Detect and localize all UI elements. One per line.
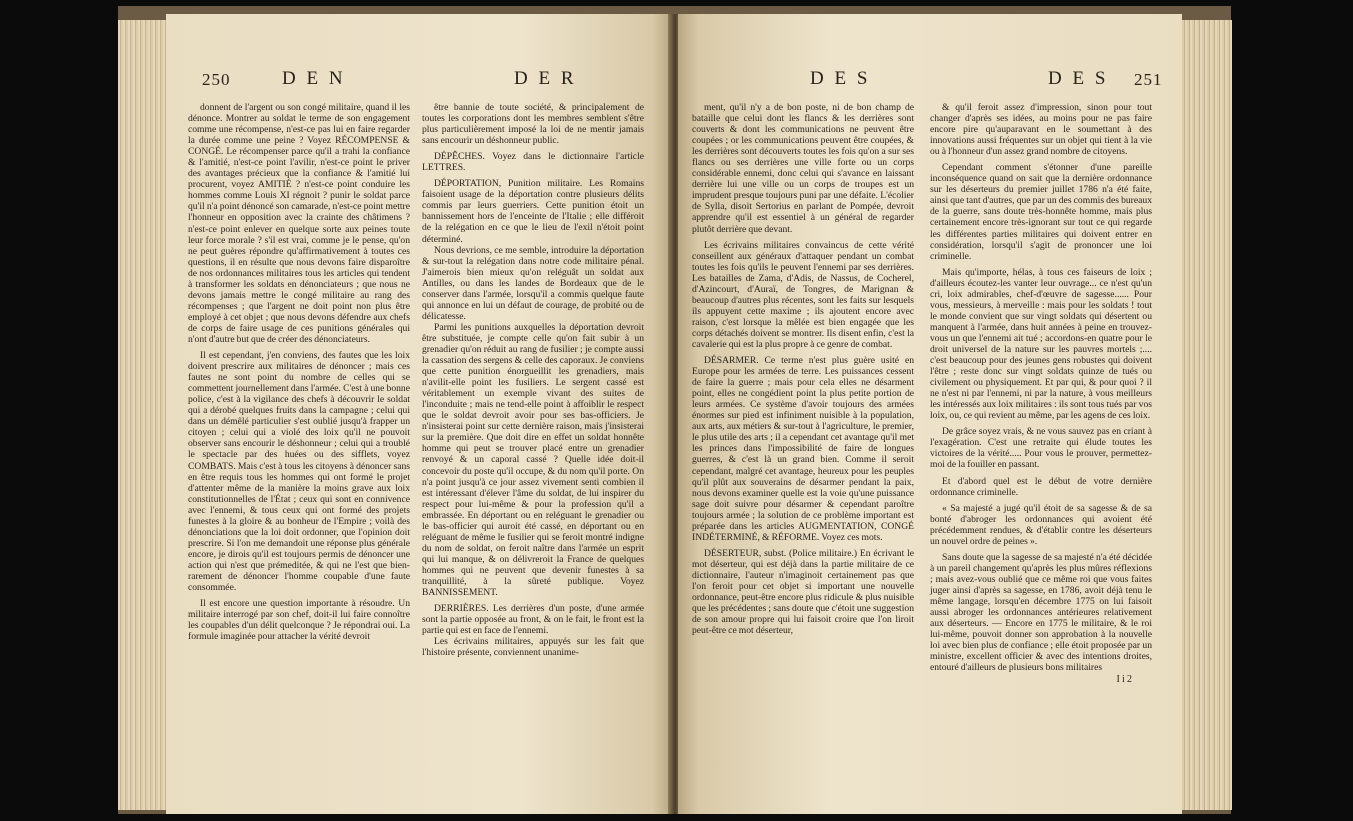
entry-deportation: DÉPORTATION, Punition militaire. Les Romains faisoient usage de la déportation contre plusieurs délits commis par leurs guerriers. Cette punition étoit un bannissement hors de l'enceinte de l'Italie ; elle différoit de la relégation en ce que le lieu de l'exil n'étoit point déterminé. xyxy=(422,178,644,245)
quotation: « Sa majesté a jugé qu'il étoit de sa sagesse & de sa bonté d'abroger les ordonnances qui avoient été précédemment rendues, & d'établir contre les déserteurs un nouvel ordre de peines ». xyxy=(930,502,1152,547)
running-head: D E R xyxy=(514,68,577,89)
text-column-left xyxy=(188,102,410,642)
paragraph: & qu'il feroit assez d'impression, sinon pour tout changer d'après ses idées, au moins pour ne pas faire encore pire qu'auparavant en le soumettant à des innovations aussi fréquentes sur un objet qui tient à la vie ou à l'honneur d'un assez grand nombre de citoyens. xyxy=(930,102,1152,158)
running-head: D E S xyxy=(810,68,871,89)
right-page xyxy=(678,14,1182,814)
paragraph: Nous devrions, ce me semble, introduire la déportation & sur-tout la relégation dans notre code militaire pénal. J'aimerois bien mieux qu'on reléguât un soldat aux Antilles, ou dans les landes de Bordeaux que de le conserver dans l'armée, lorsqu'il a commis quelque faute qui annonce en lui un défaut de courage, de probité ou de délicatesse. xyxy=(422,244,644,322)
signature-mark: I i 2 xyxy=(1116,674,1132,686)
paragraph: Il est cependant, j'en conviens, des fautes que les loix doivent prescrire aux militaires de dénoncer ; mais ces fautes ne sont point du nombre de celles qui se commettent journellement dans l'armée. C'est à une bonne police, c'est à la vigilance des chefs à découvrir le soldat qui a dérobé quelques fruits dans la campagne ; celui qui dans un démêlé particulier s'est oublié jusqu'à frapper un citoyen ; celui qui a violé des loix qu'il ne pouvoit observer sans encourir le déshonneur ; celui qui a troublé le spectacle par des huées ou des sifflets, voyez COMBATS. Mais c'est à tous les citoyens à dénoncer sans en être requis tous les hommes qui ont formé le projet d'attenter même de la manière la moins grave aux loix constitutionnelles de l'État ; ceux qui sont en connivence avec l'ennemi, & tous ceux qui ont formé des projets funestes à la gloire & au bonheur de l'Empire ; voilà des dénonciations que la loi doit ordonner, que l'opinion doit prescrire. Si l'on me demandoit une réponse plus générale encore, je dirois qu'il est toujours permis de dénoncer une action qui n'est que prémeditée, & qui ne l'est que bien-rarement de dénoncer l'homme coupable d'une faute consommée. xyxy=(188,350,410,594)
left-page xyxy=(166,14,672,814)
text-column-left xyxy=(692,102,914,636)
entry-desarmer: DÉSARMER. Ce terme n'est plus guère usité en Europe pour les armées de terre. Les puissances cessent de faire la guerre ; mais pour cela elles ne désarment point, elles ne congédient point la plus petite portion de leurs armées. Ce système d'avoir toujours des armées énormes sur pied est infiniment nuisible à la population, aux arts, aux métiers & sur-tout à l'agriculture, le premier, le plus utile des arts ; il a cependant cet avantage qu'il met les princes dans l'impossibilité de faire de longues guerres, & c'est là un grand bien. Comme il seroit cependant, malgré cet avantage, heureux pour les peuples qu'il plût aux souverains de désarmer pendant la paix, nous devons examiner quelle est la voie qu'une puissance sage doit suivre pour désarmer & cependant paroître toujours armée ; la solution de ce problème important est préparée dans les articles AUGMENTATION, CONGÉ INDÉTERMINÉ, & RÉFORME. Voyez ces mots. xyxy=(692,355,914,543)
paragraph: Cependant comment s'étonner d'une pareille inconséquence quand on sait que la dernière ordonnance sur les déserteurs du premier juillet 1786 n'a été faite, ainsi que tant d'autres, que par un des commis des bureaux de la guerre, sans doute très-honnête homme, mais plus certainement encore très-ignorant sur tout ce qui regarde les différentes parties militaires qui doivent entrer en considération, lorsqu'il s'agit de prononcer une loi criminelle. xyxy=(930,162,1152,262)
text-column-right xyxy=(422,102,644,658)
entry-derrieres: DERRIÈRES. Les derrières d'un poste, d'une armée sont la partie opposée au front, & on le fait, le front est la partie qui est en face de l'ennemi. xyxy=(422,603,644,637)
paragraph: Il est encore une question importante à résoudre. Un militaire interrogé par son chef, doit-il lui faire connoître les coupables d'un délit quelconque ? Je répondrai oui. La formule imaginée pour attacher la vérité devroit xyxy=(188,598,410,643)
right-page-header xyxy=(678,66,1182,100)
running-head: D E N xyxy=(282,68,346,89)
paragraph: Les écrivains militaires, appuyés sur les fait que l'histoire présente, conviennent unanime- xyxy=(422,636,644,659)
page-edges-right xyxy=(1182,20,1232,810)
running-head: D E S xyxy=(1048,68,1109,89)
paragraph: Parmi les punitions auxquelles la déportation devroit être substituée, je compte celle qu'on fait subir à un grenadier qu'on réduit au rang de fusilier ; je compte aussi la cassation des sergens & celle des caporaux. Je conviens que cette punition énorgueillit les grenadiers, mais n'avilit-elle point les fusiliers. Le sergent cassé est véritablement un exemple vivant des suites de l'inconduite ; mais ne tend-elle point à affoiblir le respect que le soldat devroit avoir pour ses bas-officiers. Je n'insisterai point sur cette dernière raison, mais j'insisterai sur la première. Que doit dire en effet un soldat honnête homme qui peut se trouver placé entre un grenadier renvoyé & un caporal cassé ? Quelle idée doit-il concevoir du poste qu'il occupe, & du nom qu'il porte. On n'a point jusqu'à ce jour assez vivement senti combien il est intéressant d'élever l'âme du soldat, de lui inspirer du respect pour lui-même & pour la profession qu'il a embrassée. En déportant ou en reléguant le grenadier ou le bas-officier qui auroit été cassé, en déportant ou en reléguant de même le fusilier qui se feroit montré indigne du nom de soldat, on feroit naître dans l'armée un esprit qui lui manque, & on délivreroit la France de quelques hommes qui ne peuvent que devenir funestes à sa tranquillité, à la sûreté publique. Voyez BANNISSEMENT. xyxy=(422,321,644,599)
paragraph: Sans doute que la sagesse de sa majesté n'a été décidée à un pareil changement qu'après les plus mûres réflexions ; mais avez-vous oublié que ce même roi que vous faites juger ainsi d'après sa sagesse, en 1786, avoit déjà tenu le même langage, lorsqu'en décembre 1775 on lui faisoit aussi abroger les ordonnances antérieures relativement aux déserteurs. — Encore en 1775 le militaire, & le roi lui-même, pouvoit donner son approbation à la nouvelle loi avec bien plus de confiance ; elle étoit proposée par un ministre, excellent officier & avec des intentions droites, entouré d'ailleurs de plusieurs bons militaires xyxy=(930,551,1152,674)
paragraph: ment, qu'il n'y a de bon poste, ni de bon champ de bataille que celui dont les flancs & les derrières sont couverts & dont les communications ne peuvent être coupées ; or les communications peuvent être coupées, & les derrières sont découverts toutes les fois qu'on a sur ses flancs ou ses derrières une ville forte ou un corps considérable ennemi, donc celui qui s'avance en laissant derrière lui une ville ou un corps de troupes est un imprudent presque toujours puni par une défaite. L'écolier de Sylla, disoit Sertorius en parlant de Pompée, devroit apprendre qu'il est essentiel à un général de regarder plutôt derrière que devant. xyxy=(692,102,914,235)
page-number: 251 xyxy=(1134,70,1163,89)
paragraph: Mais qu'importe, hélas, à tous ces faiseurs de loix ; d'ailleurs écoutez-les vanter leur ouvrage... ce n'est qu'un cri, loix admirables, chef-d'œuvre de sagesse...... Pour vous, messieurs, à merveille : mais pour les soldats ! tout le monde convient que sur vingt soldats qui désertent ou manquent à l'armée, dans huit années à peine en trouvez-vous un que l'ennemi ait tué ; accordons-en quatre pour le droit universel de la nature sur les pauvres mortels ;.... c'est beaucoup pour des jeunes gens robustes qui doivent l'être ; reste donc sur vingt soldats quinze de tués ou civilement ou physiquement. Et par qui, & pour quoi ? il ne n'est ni par l'ennemi, ni par la nature, à vous meilleurs les intéressés aux loix militaires : ils sont tous tués par vos loix, ou, ce qui revient au même, par les agens de ces loix. xyxy=(930,266,1152,422)
entry-depeches: DÉPÊCHES. Voyez dans le dictionnaire l'article LETTRES. xyxy=(422,151,644,174)
paragraph: Les écrivains militaires convaincus de cette vérité conseillent aux généraux d'attaquer pendant un combat toutes les fois qu'ils le peuvent l'ennemi par ses derrières. Les batailles de Zama, d'Adis, de Nassus, de Cocherel, d'Azincourt, d'Auraï, de Tongres, de Marignan & beaucoup d'autres plus récentes, sont les faits sur lesquels ils appuyent cette maxime ; ils ajoutent encore avec raison, c'est lorsque la mêlée est bien engagée que les corps détachés doivent se montrer. Ils disent enfin, c'est la cavalerie qui est la plus propre à ce genre de combat. xyxy=(692,239,914,350)
entry-deserteur: DÉSERTEUR, subst. (Police militaire.) En écrivant le mot déserteur, qui est déjà dans la partie militaire de ce dictionnaire, l'auteur n'imaginoit certainement pas que l'on feroit pour cet objet si important une nouvelle ordonnance, peut-être encore plus ridicule & plus nuisible que les précédentes ; sans doute que c'étoit une suggestion de son amour propre qui lui faisoit croire que l'on liroit peut-être ce mot déserteur, xyxy=(692,547,914,637)
text-column-right xyxy=(930,102,1152,685)
page-edges-left xyxy=(118,20,166,810)
paragraph: Et d'abord quel est le début de votre dernière ordonnance criminelle. xyxy=(930,475,1152,498)
paragraph: donnent de l'argent ou son congé militaire, quand il les dénonce. Montrer au soldat le terme de son engagement comme une récompense, n'est-ce pas lui en faire regarder la durée comme une peine ? Voyez RÉCOMPENSE & CONGÉ. Le récompenser parce qu'il a trahi la confiance & l'amitié, n'est-ce point l'avilir, n'est-ce point le priver des avantages précieux que la confiance & l'amitié lui procurent, voyez AMITIÉ ? n'est-ce point conduire les hommes comme Louis XI régnoit ? punir le soldat parce qu'il n'a point dénoncé son camarade, n'est-ce point mettre l'honneur en opposition avec la crainte des châtimens ? n'est-ce point enlever en quelque sorte aux peines toute leur force morale ? s'il est vrai, comme je le pense, qu'on ne peut guères répondre qu'affirmativement à toutes ces questions, il en résulte que nous devons faire disparoître de nos ordonnances militaires tous les articles qui tendent à transformer les soldats en dénonciateurs ; que nous ne devons jamais mettre le congé militaire au rang des récompenses ; que l'argent ne doit point non plus être employé à cet objet ; que nous devons défendre aux chefs de corps de faire usage de ces punitions générales qui n'ont d'autre but que de créer des dénonciateurs. xyxy=(188,102,410,345)
paragraph: être bannie de toute société, & principalement de toutes les corporations dont les membres semblent s'être plus particulièrement imposé la loi de ne mentir jamais sans encourir un déshonneur public. xyxy=(422,102,644,147)
page-number: 250 xyxy=(202,70,231,89)
paragraph: De grâce soyez vrais, & ne vous sauvez pas en criant à l'exagération. C'est une retraite qui élude toutes les victoires de la vérité..... Pour vous le prouver, permettez-moi de la fouiller en passant. xyxy=(930,426,1152,471)
left-page-header xyxy=(166,66,672,100)
